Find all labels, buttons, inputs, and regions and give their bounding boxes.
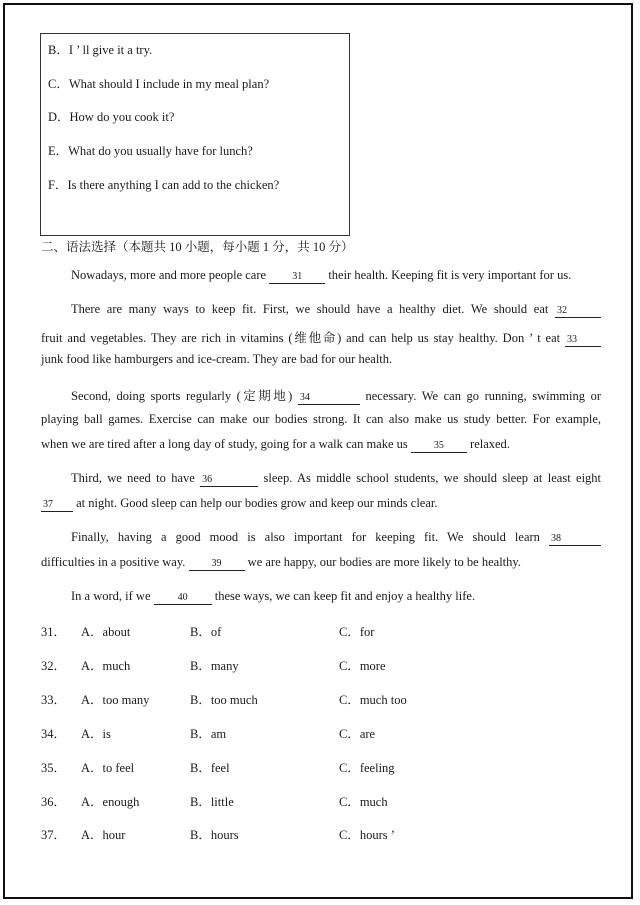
passage-line: [41, 555, 601, 571]
choice-b: B．too much: [190, 693, 258, 707]
option-box: [40, 33, 350, 236]
option-f: F．Is there anything I can add to the chicken?: [48, 178, 280, 192]
blank-33: 33: [565, 334, 601, 347]
question-number: 31．: [41, 625, 67, 639]
passage-text: There are many ways to keep fit. First, we should have a healthy diet. We should eat: [71, 302, 549, 316]
passage-line: [71, 589, 601, 605]
passage-text: Nowadays, more and more people care: [71, 268, 267, 282]
passage-text: these ways, we can keep fit and enjoy a healthy life.: [214, 589, 476, 603]
passage-text: playing ball games. Exercise can make our bodies strong. It can also make us study better. For example,: [41, 412, 601, 426]
option-d: D．How do you cook it?: [48, 110, 175, 124]
passage-text: Second, doing sports regularly (定期地): [71, 389, 293, 403]
question-number: 35．: [41, 761, 67, 775]
blank-32: 32: [555, 305, 601, 318]
choice-b: B．am: [190, 727, 227, 741]
choice-c: C．are: [339, 727, 376, 741]
passage-text: at night. Good sleep can help our bodies grow and keep our minds clear.: [76, 496, 438, 510]
choice-c: C．hours ’: [339, 828, 395, 842]
passage-text: we are happy, our bodies are more likely to be healthy.: [247, 555, 521, 569]
section-header: 二、语法选择（本题共 10 小题，每小题 1 分，共 10 分）: [41, 240, 354, 254]
blank-38: 38: [549, 533, 601, 546]
choice-a: A．to feel: [81, 761, 135, 775]
choice-a: A．too many: [81, 693, 150, 707]
choice-c: C．for: [339, 625, 375, 639]
blank-35: 35: [411, 440, 467, 453]
passage-text: relaxed.: [470, 437, 510, 451]
passage-text: their health. Keeping fit is very important for us.: [328, 268, 572, 282]
passage-text: junk food like hamburgers and ice-cream. They are bad for our health.: [41, 352, 393, 366]
passage-line: [71, 386, 601, 405]
choice-b: B．hours: [190, 828, 239, 842]
blank-39: 39: [189, 558, 245, 571]
question-number: 32．: [41, 659, 67, 673]
passage-text: Third, we need to have: [71, 471, 195, 485]
choice-c: C．more: [339, 659, 386, 673]
passage-text: difficulties in a positive way.: [41, 555, 186, 569]
option-b: B．I ’ ll give it a try.: [48, 43, 153, 57]
passage-text: fruit and vegetables. They are rich in vitamins (维他命) and can help us stay healthy. Don ’ t eat: [41, 331, 561, 345]
option-c: C．What should I include in my meal plan?: [48, 77, 270, 91]
choice-c: C．much: [339, 795, 388, 809]
passage-text: In a word, if we: [71, 589, 151, 603]
passage-line: [71, 471, 601, 487]
passage-line: [71, 530, 601, 546]
choice-a: A．about: [81, 625, 131, 639]
choice-c: C．feeling: [339, 761, 395, 775]
blank-36: 36: [200, 474, 258, 487]
passage-line: [41, 496, 601, 512]
choice-b: B．many: [190, 659, 239, 673]
blank-40: 40: [154, 592, 212, 605]
option-e: E．What do you usually have for lunch?: [48, 144, 253, 158]
choice-a: A．enough: [81, 795, 140, 809]
choice-a: A．is: [81, 727, 111, 741]
choice-b: B．of: [190, 625, 222, 639]
passage-text: necessary. We can go running, swimming or: [365, 389, 601, 403]
choice-a: A．hour: [81, 828, 126, 842]
question-number: 36．: [41, 795, 67, 809]
choice-b: B．little: [190, 795, 234, 809]
passage-line: [41, 328, 601, 347]
passage-text: when we are tired after a long day of study, going for a walk can make us: [41, 437, 408, 451]
question-number: 33．: [41, 693, 67, 707]
passage-line: [41, 412, 601, 427]
choice-a: A．much: [81, 659, 131, 673]
passage-line: [41, 437, 601, 453]
passage-line: [41, 352, 601, 367]
passage-text: sleep. As middle school students, we should sleep at least eight: [263, 471, 602, 485]
question-number: 37．: [41, 828, 67, 842]
passage-line: [71, 268, 601, 284]
choice-c: C．much too: [339, 693, 407, 707]
question-number: 34．: [41, 727, 67, 741]
choice-b: B．feel: [190, 761, 230, 775]
blank-31: 31: [269, 271, 325, 284]
passage-text: Finally, having a good mood is also important for keeping fit. We should learn: [71, 530, 540, 544]
blank-37: 37: [41, 499, 73, 512]
passage-line: [71, 302, 601, 318]
blank-34: 34: [298, 392, 360, 405]
